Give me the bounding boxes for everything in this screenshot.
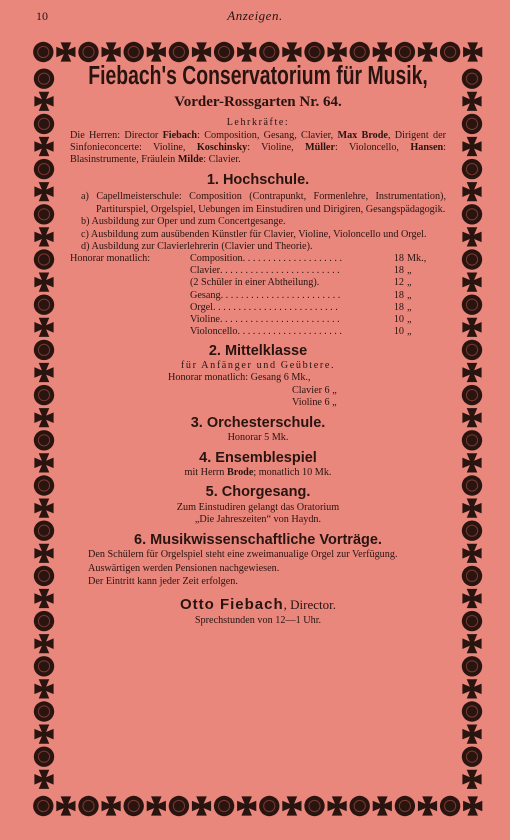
fee-unit: „ <box>332 397 337 409</box>
fee-row: Clavier. . . . . . . . . . . . . . . . . . . . . . . . 18 „ <box>70 265 446 277</box>
fee-row: (2 Schüler in einer Abtheilung). 12 „ <box>70 277 446 289</box>
teacher-name: Müller <box>304 141 335 153</box>
fee-row <box>168 385 446 397</box>
section-text <box>70 467 446 479</box>
fee-unit: „ <box>407 325 412 337</box>
fee-amount: 6 <box>283 372 289 384</box>
fee-subject: Composition <box>190 253 243 265</box>
section-heading: 4. Ensemblespiel <box>199 449 317 466</box>
teacher-name: Koschinsky <box>196 141 248 153</box>
teacher-name: Fiebach <box>162 129 198 141</box>
fee-subject: Clavier <box>292 384 322 396</box>
ad-title: Fiebach's Conservatorium für Musik, <box>88 62 428 90</box>
fee-amount: 12 <box>393 277 404 289</box>
section-text: Zum Einstudiren gelangt das Oratorium <box>176 501 340 513</box>
fee-row: Gesang. . . . . . . . . . . . . . . . . . . . . . . . 18 „ <box>70 290 446 302</box>
fee-amount: 10 <box>393 325 404 337</box>
fee-row: Honorar monatlich: Composition. . . . . . . . . . . . . . . . . . . . 18 Mk., <box>70 253 446 265</box>
signature <box>70 596 446 614</box>
fee-row <box>168 397 446 409</box>
fee-unit: „ <box>407 277 412 289</box>
list-item: b) Ausbildung zur Oper und zum Concertgesange. <box>81 216 286 228</box>
fee-subject: Orgel <box>190 301 214 313</box>
fee-amount: 18 <box>393 289 404 301</box>
fee-amount: 18 <box>393 301 404 313</box>
section-text: Den Schülern für Orgelspiel steht eine zweimanualige Orgel zur Verfügung. <box>88 549 398 561</box>
ad-address: Vorder-Rossgarten Nr. 64. <box>174 94 342 111</box>
section-subtitle: für Anfänger und Geübtere. <box>180 360 336 372</box>
section-text-part: ; monatlich 10 Mk. <box>253 467 332 478</box>
fee-unit: „ <box>407 313 412 325</box>
fee-table <box>70 253 446 337</box>
fee-amount: 18 <box>393 253 404 265</box>
fee-row: Violine. . . . . . . . . . . . . . . . . . . . . . . . 10 „ <box>70 314 446 326</box>
border-ornament <box>458 66 486 792</box>
fee-block <box>168 372 446 409</box>
fee-unit: „ <box>407 265 412 277</box>
teachers-text: : Violine, <box>247 141 305 153</box>
fee-unit: „ <box>407 289 412 301</box>
course-list <box>70 191 446 253</box>
ornamental-border-left <box>30 66 58 792</box>
section-heading: 3. Orchesterschule. <box>190 414 326 431</box>
fee-unit: Mk., <box>407 253 427 265</box>
fee-subject: Violine <box>190 313 220 325</box>
teachers-text: Die Herren: Director <box>70 129 163 141</box>
fee-subject: Violine <box>292 397 322 409</box>
teachers-text: : Clavier. <box>203 154 241 166</box>
running-head: Anzeigen. <box>227 8 283 23</box>
teacher-name: Milde <box>177 154 204 166</box>
fee-row <box>168 372 446 384</box>
border-ornament <box>30 792 486 820</box>
list-item: c) Ausbildung zum ausübenden Künstler für Clavier, Violine, Violoncello und Orgel. <box>81 228 427 240</box>
fee-label: Honorar monatlich: <box>168 372 249 384</box>
section-heading: 6. Musikwissenschaftliche Vorträge. <box>134 531 382 548</box>
section-text: „Die Jahreszeiten“ von Haydn. <box>194 514 322 526</box>
fee-amount: 6 <box>324 384 330 396</box>
section-text-part: mit Herrn <box>184 467 227 478</box>
teachers-paragraph <box>70 130 446 167</box>
signature-name: Otto Fiebach <box>179 596 284 614</box>
note-line: Der Eintritt kann jeder Zeit erfolgen. <box>88 575 238 587</box>
fee-unit: „ <box>407 301 412 313</box>
list-item: a) Capellmeisterschule: Composition (Contrapunkt, Formenlehre, Instrumentation), Partiturspiel, Orgelspiel, Uebungen im Einstudiren und Dirigiren, Gesangspädagogik. <box>81 191 446 215</box>
teachers-text: : Violoncello, <box>334 141 411 153</box>
teachers-text: , Dirigent der Sinfonieconcerte: Violine, <box>70 129 447 153</box>
teacher-name: Hansen <box>410 141 444 153</box>
border-ornament <box>30 66 58 792</box>
teacher-name: Max Brode <box>337 129 388 141</box>
fee-unit: Mk., <box>291 372 311 384</box>
fee-subject: Clavier <box>190 265 220 277</box>
page-number: 10 <box>36 9 48 23</box>
fee-unit: „ <box>332 384 337 396</box>
section-heading: 1. Hochschule. <box>206 171 310 188</box>
fee-subject: Violoncello <box>190 325 238 337</box>
fee-subject: Gesang <box>250 372 282 384</box>
section-fee: Honorar 5 Mk. <box>227 432 289 444</box>
fee-row: Violoncello. . . . . . . . . . . . . . . . . . . . . 10 „ <box>70 326 446 338</box>
teachers-text: : Blasinstrumente, Fräulein <box>70 141 446 166</box>
ornamental-border-bottom <box>30 792 486 820</box>
fee-subject: Gesang <box>190 289 221 301</box>
signature-title: , Director. <box>283 597 336 613</box>
advertisement-frame <box>30 38 486 820</box>
section-heading: 5. Chorgesang. <box>205 484 311 501</box>
teacher-name: Brode <box>226 467 254 478</box>
note-line: Auswärtigen werden Pensionen nachgewiesen. <box>88 562 280 574</box>
fee-subject: (2 Schüler in einer Abtheilung) <box>190 277 317 289</box>
ornamental-border-right <box>458 66 486 792</box>
fee-amount: 10 <box>393 313 404 325</box>
section-heading: 2. Mittelklasse <box>208 342 308 359</box>
list-item: d) Ausbildung zur Clavierlehrerin (Clavier und Theorie). <box>81 240 313 252</box>
advertisement-content <box>70 62 446 627</box>
fee-amount: 18 <box>393 265 404 277</box>
fee-amount: 6 <box>324 397 330 409</box>
fee-row: Orgel. . . . . . . . . . . . . . . . . . . . . . . . . 18 „ <box>70 302 446 314</box>
teachers-text: : Composition, Gesang, Clavier, <box>197 129 338 141</box>
teachers-heading: Lehrkräfte: <box>226 117 290 129</box>
office-hours: Sprechstunden von 12—1 Uhr. <box>194 614 322 626</box>
fee-label: Honorar monatlich: <box>70 253 151 265</box>
